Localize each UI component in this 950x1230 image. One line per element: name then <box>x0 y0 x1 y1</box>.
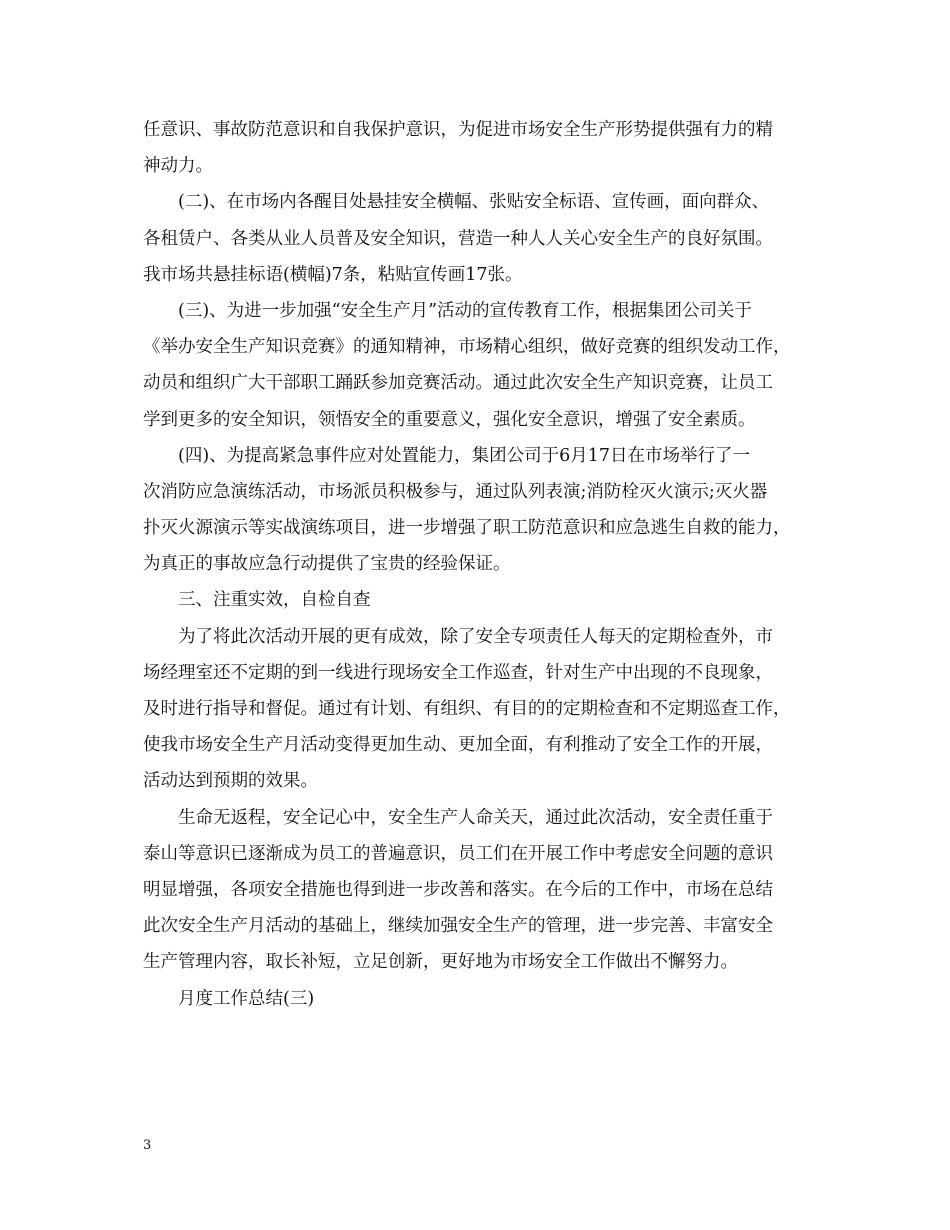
text-line: (三)、为进一步加强“安全生产月”活动的宣传教育工作，根据集团公司关于 <box>178 300 753 321</box>
text-line: 场经理室还不定期的到一线进行现场安全工作巡查，针对生产中出现的不良现象， <box>143 662 773 683</box>
text-line: 生命无返程，安全记心中，安全生产人命关天，通过此次活动，安全责任重于 <box>178 807 773 828</box>
text-line: 月度工作总结(三) <box>178 988 315 1009</box>
text-line: 扑灭火源演示等实战演练项目，进一步增强了职工防范意识和应急逃生自救的能力， <box>143 518 791 539</box>
text-line: 各租赁户、各类从业人员普及安全知识，营造一种人人关心安全生产的良好氛围。 <box>143 228 773 249</box>
page-number: 3 <box>143 1138 152 1153</box>
text-line: 神动力。 <box>143 156 213 177</box>
text-line: 及时进行指导和督促。通过有计划、有组织、有目的的定期检查和不定期巡查工作， <box>143 699 791 719</box>
text-line: 此次安全生产月活动的基础上，继续加强安全生产的管理，进一步完善、丰富安全 <box>143 916 773 937</box>
text-line: 泰山等意识已逐渐成为员工的普遍意识，员工们在开展工作中考虑安全问题的意识 <box>143 843 773 864</box>
text-line: 学到更多的安全知识，领悟安全的重要意义，强化安全意识，增强了安全素质。 <box>143 409 756 430</box>
text-line: 任意识、事故防范意识和自我保护意识，为促进市场安全生产形势提供强有力的精 <box>143 120 773 140</box>
text-line: 为真正的事故应急行动提供了宝贵的经验保证。 <box>143 554 511 575</box>
text-line: 使我市场安全生产月活动变得更加生动、更加全面，有利推动了安全工作的开展， <box>143 735 773 756</box>
text-line: (二)、在市场内各醒目处悬挂安全横幅、张贴安全标语、宣传画，面向群众、 <box>178 192 770 213</box>
text-line: 生产管理内容，取长补短，立足创新，更好地为市场安全工作做出不懈努力。 <box>143 952 738 973</box>
text-line: 我市场共悬挂标语(横幅)7条，粘贴宣传画17张。 <box>143 264 523 285</box>
text-line: 为了将此次活动开展的更有成效，除了安全专项责任人每天的定期检查外，市 <box>178 626 773 647</box>
text-line: (四)、为提高紧急事件应对处置能力，集团公司于6月17日在市场举行了一 <box>178 445 751 466</box>
text-line: 动员和组织广大干部职工踊跃参加竞赛活动。通过此次安全生产知识竞赛，让员工 <box>143 373 773 394</box>
text-line: 明显增强，各项安全措施也得到进一步改善和落实。在今后的工作中，市场在总结 <box>143 879 773 900</box>
text-line: 《举办安全生产知识竞赛》的通知精神，市场精心组织，做好竞赛的组织发动工作， <box>143 337 791 358</box>
document-body <box>143 112 823 1017</box>
text-line: 三、注重实效，自检自查 <box>178 590 371 611</box>
text-line: 次消防应急演练活动，市场派员积极参与，通过队列表演;消防栓灭火演示;灭火器 <box>143 481 768 502</box>
text-line: 活动达到预期的效果。 <box>143 771 318 792</box>
